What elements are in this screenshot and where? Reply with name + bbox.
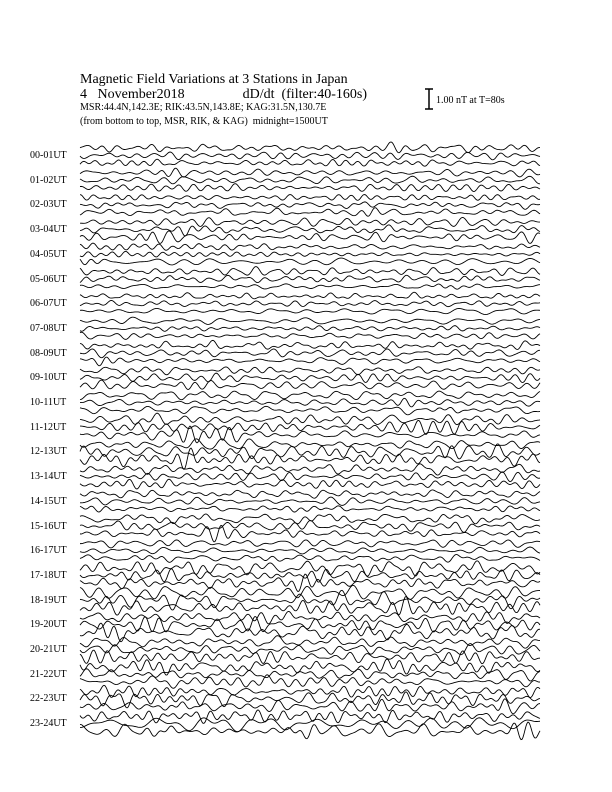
hour-label: 21-22UT — [30, 668, 67, 680]
trace-kag — [80, 391, 540, 400]
trace-kag — [80, 218, 540, 227]
hour-label: 11-12UT — [30, 421, 67, 433]
date-day: 4 — [80, 87, 87, 102]
trace-rik — [80, 521, 540, 533]
trace-kag — [80, 636, 540, 648]
filter-label: (filter:40-160s) — [281, 87, 368, 102]
trace-rik — [80, 202, 540, 209]
trace-msr — [80, 308, 540, 314]
trace-rik — [80, 669, 540, 681]
trace-kag — [80, 243, 540, 250]
trace-rik — [80, 420, 540, 434]
quantity-label: dD/dt — [242, 87, 275, 102]
hour-label: 14-15UT — [30, 495, 67, 507]
hour-label: 16-17UT — [30, 545, 67, 557]
trace-kag — [80, 195, 540, 201]
station-coordinates: MSR:44.4N,142.3E; RIK:43.5N,143.8E; KAG:31.5N,130.7E — [80, 102, 327, 113]
hour-label: 00-01UT — [30, 150, 67, 161]
trace-rik — [80, 251, 540, 257]
trace-rik — [80, 326, 540, 332]
trace-kag — [80, 340, 540, 349]
chart-title: Magnetic Field Variations at 3 Stations in Japan — [80, 72, 348, 87]
trace-msr — [80, 357, 540, 366]
hour-label: 07-08UT — [30, 322, 67, 334]
trace-msr — [80, 231, 540, 244]
trace-msr — [80, 380, 540, 389]
trace-kag — [80, 292, 540, 299]
hour-label: 03-04UT — [30, 224, 67, 236]
midnight-note: midnight=1500UT — [252, 116, 328, 127]
hour-label: 09-10UT — [30, 372, 67, 384]
trace-msr — [80, 597, 540, 616]
date-year: 2018 — [156, 87, 185, 102]
trace-rik — [80, 300, 540, 306]
trace-rik — [80, 444, 540, 459]
trace-rik — [80, 547, 540, 554]
trace-kag — [80, 710, 540, 723]
trace-msr — [80, 525, 540, 541]
trace-rik — [80, 398, 540, 406]
trace-msr — [80, 506, 540, 512]
trace-msr — [80, 675, 540, 688]
trace-rik — [80, 497, 540, 505]
date-month: November — [97, 87, 157, 102]
trace-kag — [80, 464, 540, 475]
trace-msr — [80, 184, 540, 192]
trace-kag — [80, 413, 540, 424]
trace-kag — [80, 367, 540, 375]
trace-kag — [80, 514, 540, 524]
order-note: (from bottom to top, MSR, RIK, & KAG) — [80, 116, 248, 127]
hour-label: 19-20UT — [30, 619, 67, 631]
trace-kag — [80, 317, 540, 324]
hour-label: 08-09UT — [30, 347, 67, 359]
trace-rik — [80, 225, 540, 236]
hour-label: 04-05UT — [30, 248, 67, 260]
hour-label: 01-02UT — [30, 174, 67, 186]
trace-msr — [80, 406, 540, 415]
trace-msr — [80, 479, 540, 489]
hour-label: 15-16UT — [30, 520, 67, 532]
trace-kag — [80, 585, 540, 599]
hour-label: 05-06UT — [30, 273, 67, 285]
hour-label: 06-07UT — [30, 298, 67, 310]
trace-rik — [80, 349, 540, 358]
hour-label: 20-21UT — [30, 644, 67, 655]
hour-label: 18-19UT — [30, 594, 67, 606]
trace-msr — [80, 332, 540, 339]
trace-msr — [80, 555, 540, 563]
trace-msr — [80, 258, 540, 265]
hour-label: 23-24UT — [30, 718, 67, 730]
trace-msr — [80, 284, 540, 289]
scale-label: 1.00 nT at T=80s — [436, 95, 505, 106]
hour-label: 12-13UT — [30, 446, 67, 458]
trace-kag — [80, 540, 540, 548]
trace-rik — [80, 275, 540, 282]
hour-label: 02-03UT — [30, 199, 67, 211]
hour-label: 10-11UT — [30, 397, 67, 408]
trace-rik — [80, 569, 540, 582]
trace-kag — [80, 561, 540, 576]
trace-kag — [80, 142, 540, 153]
trace-msr — [80, 208, 540, 217]
trace-rik — [80, 176, 540, 184]
hour-label: 22-23UT — [30, 693, 67, 705]
trace-msr — [80, 159, 540, 166]
trace-rik — [80, 373, 540, 382]
trace-rik — [80, 152, 540, 160]
trace-kag — [80, 490, 540, 498]
trace-kag — [80, 168, 540, 177]
trace-kag — [80, 267, 540, 276]
hour-label: 13-14UT — [30, 471, 67, 483]
hour-label: 17-18UT — [30, 569, 67, 581]
trace-kag — [80, 685, 540, 697]
